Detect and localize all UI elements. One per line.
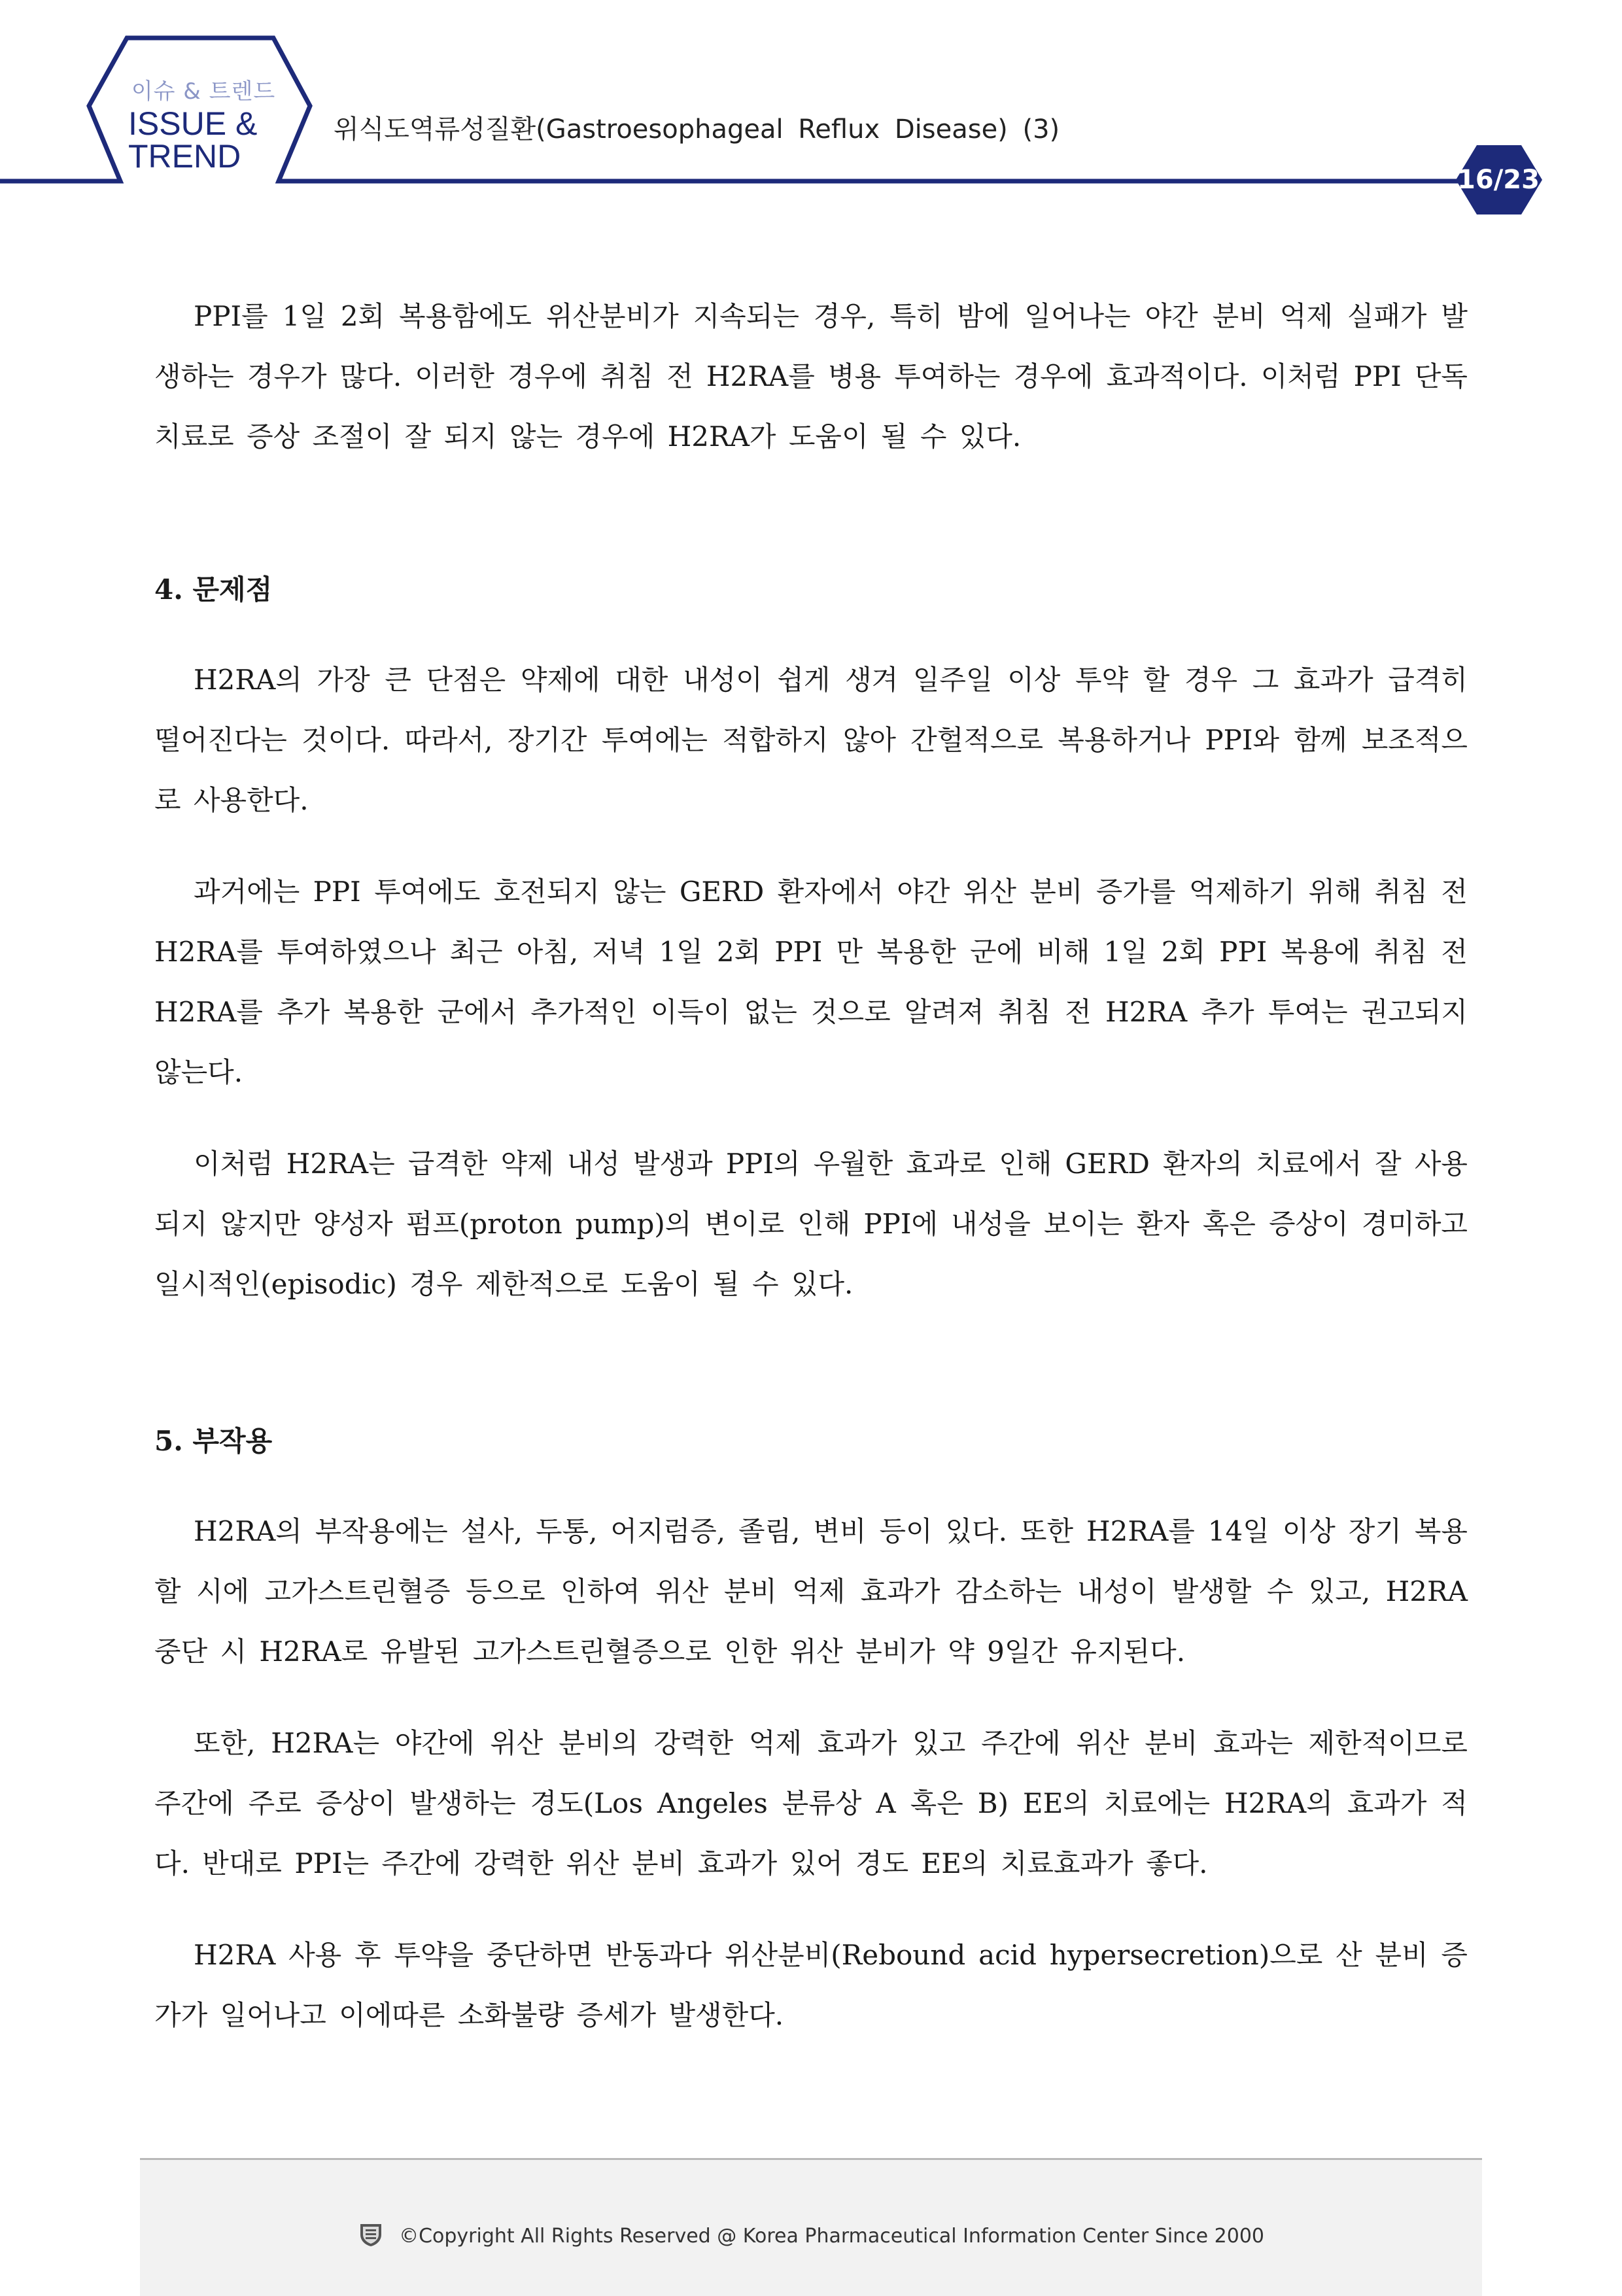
section-heading-problems: 4. 문제점 [154, 574, 273, 606]
page-footer [140, 2158, 1482, 2296]
section4-paragraph-2: 과거에는 PPI 투여에도 호전되지 않는 GERD 환자에서 야간 위산 분비 증가를 억제하기 위해 취침 전 H2RA를 투여하였으나 최근 아침, 저녁 1일 2회 PPI 만 복용한 군에 비해 1일 2회 PPI 복용에 취침 전 H2RA를 추가 복용한 군에서 추가적인 이득이 없는 것으로 알려져 취침 전 H2RA 추가 투여는 권고되지 않는다. [154, 876, 1468, 1088]
page-number: 16/23 [1457, 165, 1540, 195]
badge-title-line1: ISSUE & [128, 105, 258, 142]
badge-subtitle: 이슈 & 트렌드 [131, 78, 276, 105]
section5-paragraph-1: H2RA의 부작용에는 설사, 두통, 어지럼증, 졸림, 변비 등이 있다. 또한 H2RA를 14일 이상 장기 복용할 시에 고가스트린혈증 등으로 인하여 위산 분비 억제 효과가 감소하는 내성이 발생할 수 있고, H2RA 중단 시 H2RA로 유발된 고가스트린혈증으로 인한 위산 분비가 약 9일간 유지된다. [154, 1515, 1468, 1668]
document-body [154, 286, 1468, 2046]
page-header [0, 0, 1622, 235]
kpic-shield-icon [358, 2221, 384, 2250]
section4-paragraph-3: 이처럼 H2RA는 급격한 약제 내성 발생과 PPI의 우월한 효과로 인해 GERD 환자의 치료에서 잘 사용되지 않지만 양성자 펌프(proton pump)의 변이로 인해 PPI에 내성을 보이는 환자 혹은 증상이 경미하고 일시적인(episodic) 경우 제한적으로 도움이 될 수 있다. [154, 1148, 1468, 1300]
section-heading-side-effects: 5. 부작용 [154, 1425, 273, 1457]
intro-paragraph: PPI를 1일 2회 복용함에도 위산분비가 지속되는 경우, 특히 밤에 일어나는 야간 분비 억제 실패가 발생하는 경우가 많다. 이러한 경우에 취침 전 H2RA를 병용 투여하는 경우에 효과적이다. 이처럼 PPI 단독 치료로 증상 조절이 잘 되지 않는 경우에 H2RA가 도움이 될 수 있다. [154, 300, 1468, 453]
badge-title-line2: TREND [128, 138, 241, 175]
document-title: 위식도역류성질환(Gastroesophageal Reflux Disease) (3) [334, 114, 1060, 145]
section5-paragraph-2: 또한, H2RA는 야간에 위산 분비의 강력한 억제 효과가 있고 주간에 위산 분비 효과는 제한적이므로 주간에 주로 증상이 발생하는 경도(Los Angeles 분류상 A 혹은 B) EE의 치료에는 H2RA의 효과가 적다. 반대로 PPI는 주간에 강력한 위산 분비 효과가 있어 경도 EE의 치료효과가 좋다. [154, 1727, 1468, 1879]
section4-paragraph-1: H2RA의 가장 큰 단점은 약제에 대한 내성이 쉽게 생겨 일주일 이상 투약 할 경우 그 효과가 급격히 떨어진다는 것이다. 따라서, 장기간 투여에는 적합하지 않아 간헐적으로 복용하거나 PPI와 함께 보조적으로 사용한다. [154, 664, 1468, 816]
section5-paragraph-3: H2RA 사용 후 투약을 중단하면 반동과다 위산분비(Rebound acid hypersecretion)으로 산 분비 증가가 일어나고 이에따른 소화불량 증세가 발생한다. [154, 1939, 1468, 2031]
copyright-text: ©Copyright All Rights Reserved @ Korea Pharmaceutical Information Center Since 2000 [399, 2224, 1265, 2248]
